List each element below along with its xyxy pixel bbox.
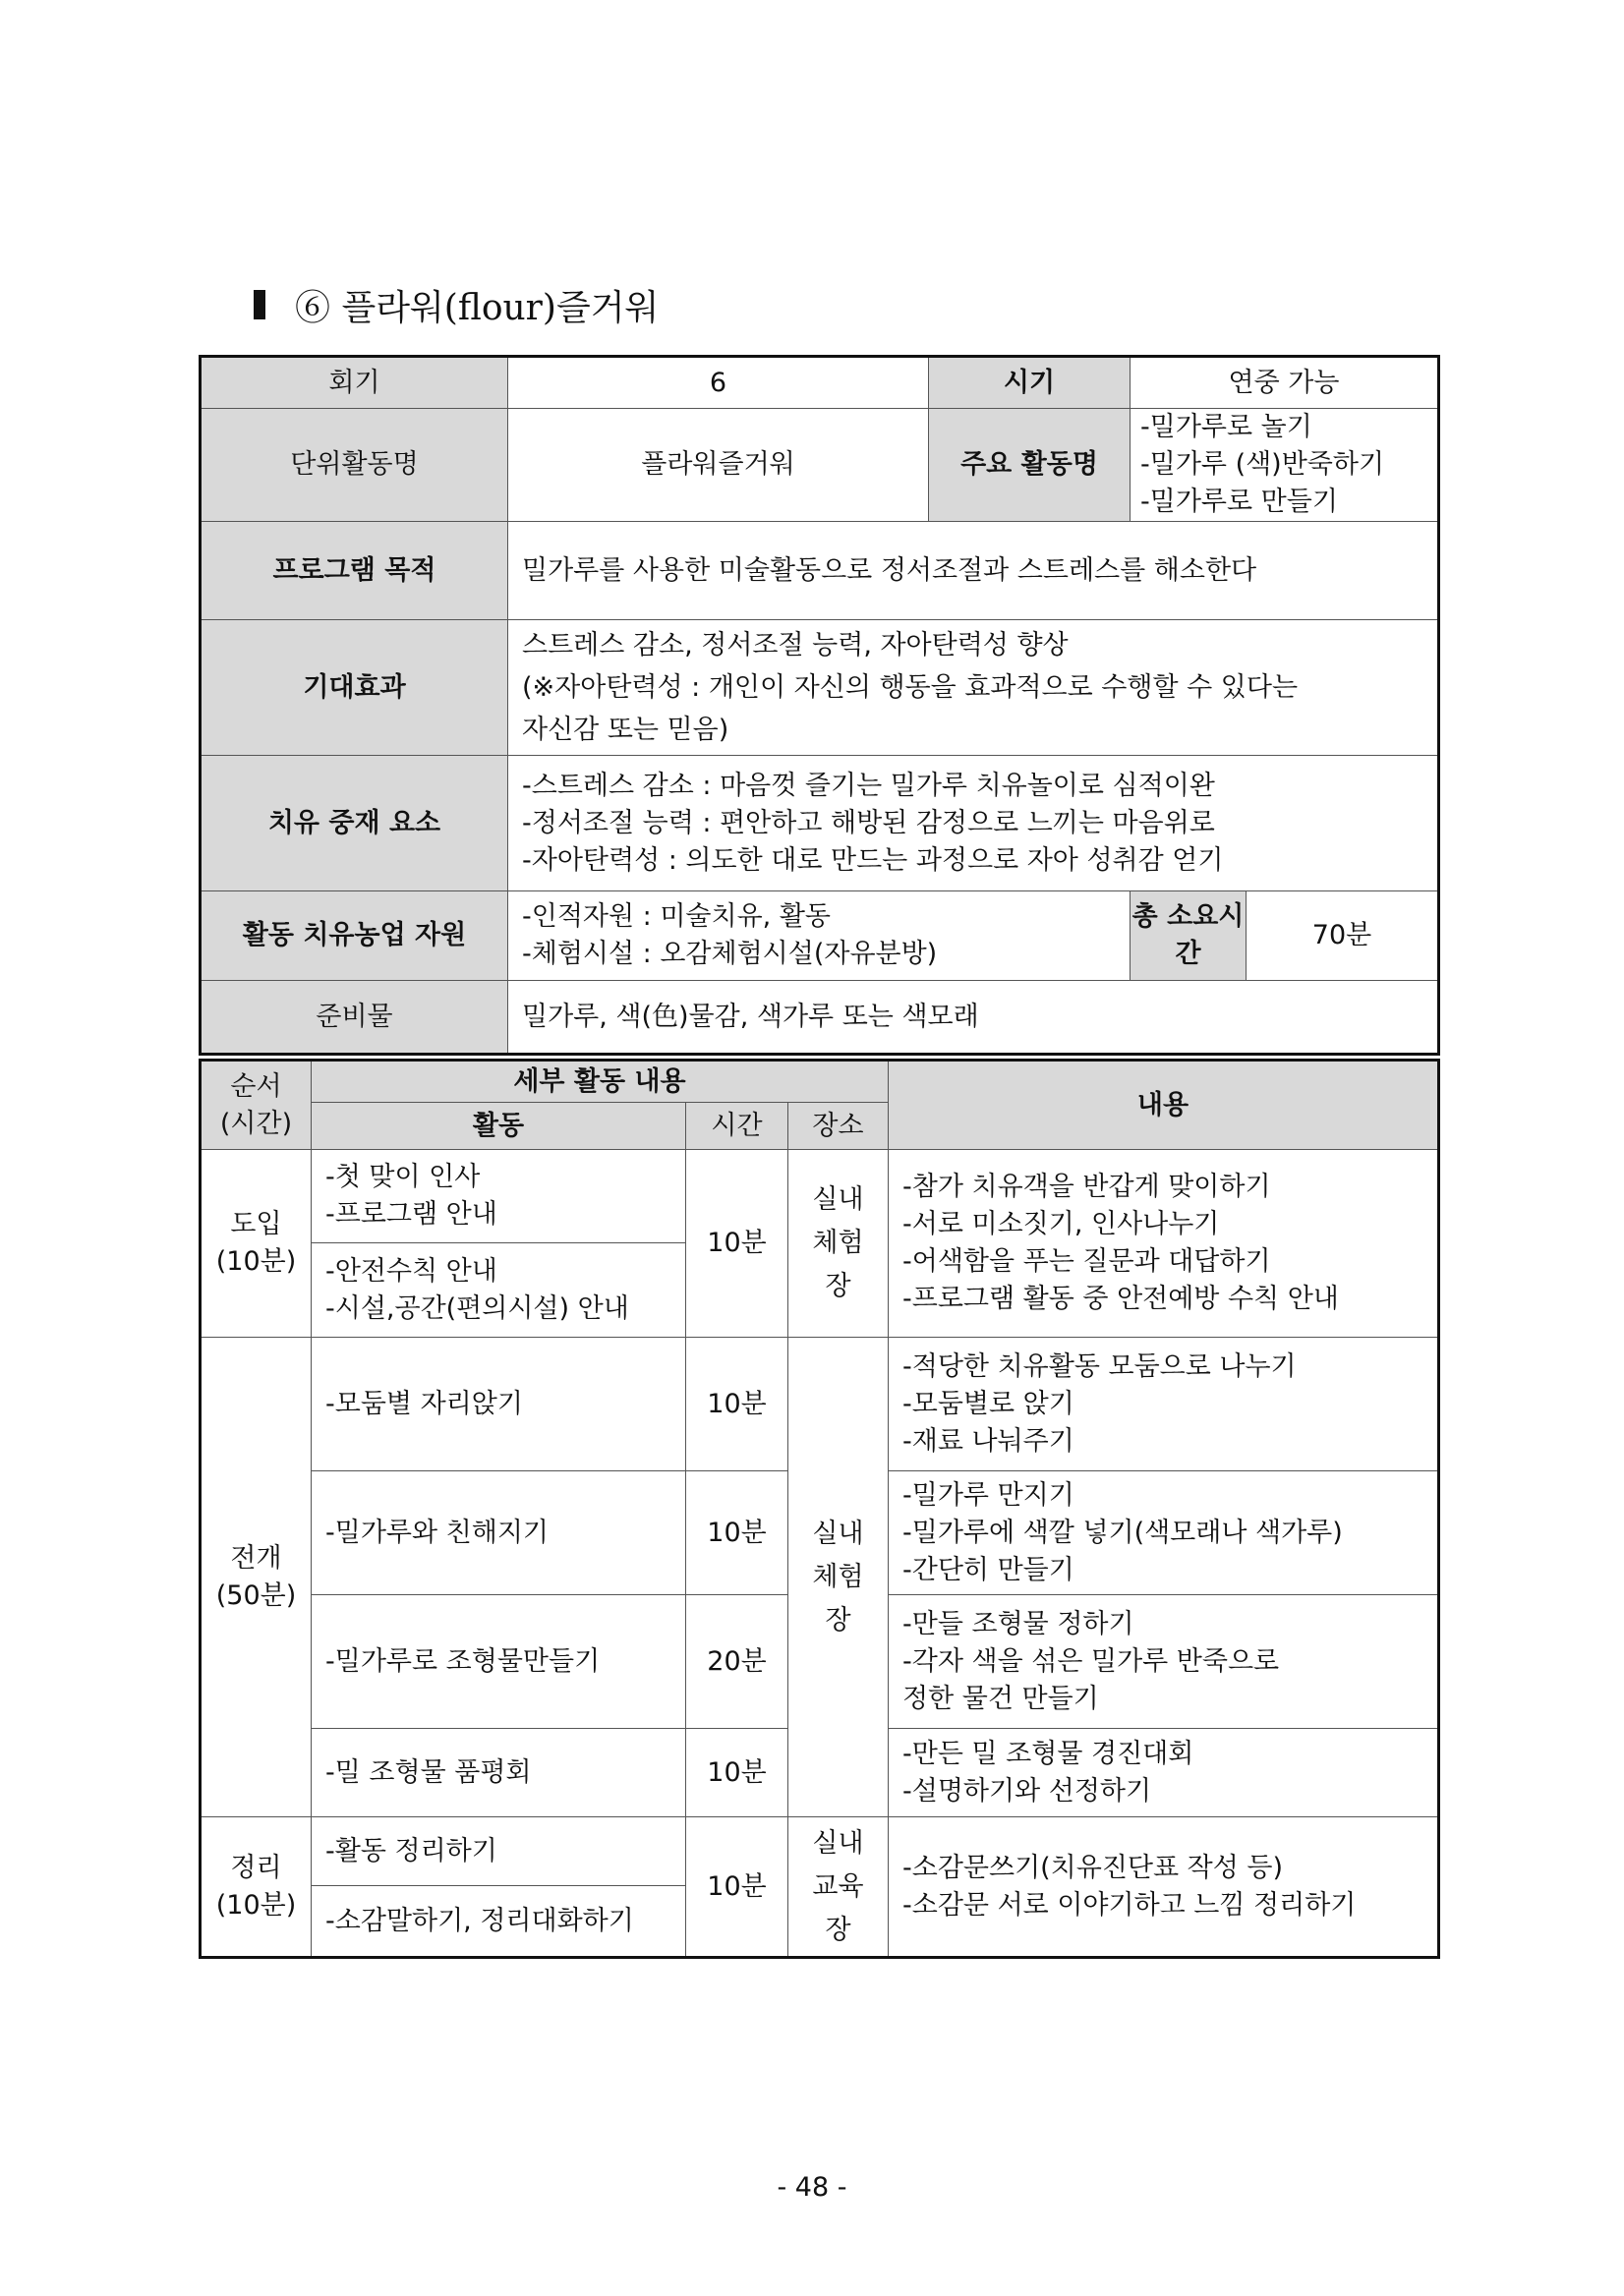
main-activity-2: -밀가루와 친해지기 — [312, 1471, 686, 1595]
period-label: 시기 — [929, 357, 1131, 409]
section-title: ⑥ 플라워(flour)즐거워 — [295, 287, 660, 328]
wrap-content: -소감문쓰기(치유진단표 작성 등) -소감문 서로 이야기하고 느낌 정리하기 — [889, 1817, 1439, 1958]
detail-header: 세부 활동 내용 — [312, 1061, 889, 1103]
resource-label: 활동 치유농업 자원 — [201, 891, 508, 981]
main-place: 실내 체험 장 — [788, 1338, 889, 1817]
expected-effect-value: 스트레스 감소, 정서조절 능력, 자아탄력성 향상 (※자아탄력성 : 개인이 자신의 행동을 효과적으로 수행할 수 있다는 자신감 또는 믿음) — [508, 620, 1439, 756]
main-time-3: 20분 — [686, 1595, 788, 1729]
intro-content: -참가 치유객을 반갑게 맞이하기 -서로 미소짓기, 인사나누기 -어색함을 푸는 질문과 대답하기 -프로그램 활동 중 안전예방 수칙 안내 — [889, 1150, 1439, 1338]
expected-effect-label: 기대효과 — [201, 620, 508, 756]
intro-activity-1: -첫 맞이 인사 -프로그램 안내 — [312, 1150, 686, 1243]
activity-header: 활동 — [312, 1103, 686, 1150]
wrap-place: 실내 교육 장 — [788, 1817, 889, 1958]
main-activity-4: -밀 조형물 품평회 — [312, 1729, 686, 1817]
main-content-2: -밀가루 만지기 -밀가루에 색깔 넣기(색모래나 색가루) -간단히 만들기 — [889, 1471, 1439, 1595]
period-value: 연중 가능 — [1131, 357, 1439, 409]
purpose-label: 프로그램 목적 — [201, 522, 508, 620]
content-header: 내용 — [889, 1061, 1439, 1150]
main-activity-value: -밀가루로 놀기 -밀가루 (색)반죽하기 -밀가루로 만들기 — [1131, 409, 1439, 522]
page-number: - 48 - — [777, 2172, 847, 2203]
main-time-4: 10분 — [686, 1729, 788, 1817]
wrap-activity-1: -활동 정리하기 — [312, 1817, 686, 1886]
main-content-3: -만들 조형물 정하기 -각자 색을 섞은 밀가루 반죽으로 정한 물건 만들기 — [889, 1595, 1439, 1729]
intro-place: 실내 체험 장 — [788, 1150, 889, 1338]
section-heading — [254, 277, 659, 332]
wrap-time: 10분 — [686, 1817, 788, 1958]
wrap-activity-2: -소감말하기, 정리대화하기 — [312, 1886, 686, 1958]
resource-value: -인적자원 : 미술치유, 활동 -체험시설 : 오감체험시설(자유분방) — [508, 891, 1131, 981]
main-activity-label: 주요 활동명 — [929, 409, 1131, 522]
bullet-marker-icon — [254, 290, 265, 319]
total-time-value: 70분 — [1247, 891, 1439, 981]
intro-stage: 도입 (10분) — [201, 1150, 312, 1338]
unit-activity-label: 단위활동명 — [201, 409, 508, 522]
program-info-table — [199, 355, 1440, 1056]
session-value: 6 — [508, 357, 929, 409]
main-stage: 전개 (50분) — [201, 1338, 312, 1817]
intro-activity-2: -안전수칙 안내 -시설,공간(편의시설) 안내 — [312, 1243, 686, 1338]
wrap-stage: 정리 (10분) — [201, 1817, 312, 1958]
time-header: 시간 — [686, 1103, 788, 1150]
main-activity-3: -밀가루로 조형물만들기 — [312, 1595, 686, 1729]
main-content-1: -적당한 치유활동 모둠으로 나누기 -모둠별로 앉기 -재료 나눠주기 — [889, 1338, 1439, 1471]
main-content-4: -만든 밀 조형물 경진대회 -설명하기와 선정하기 — [889, 1729, 1439, 1817]
healing-factor-label: 치유 중재 요소 — [201, 756, 508, 891]
healing-factor-value: -스트레스 감소 : 마음껏 즐기는 밀가루 치유놀이로 심적이완 -정서조절 능력 : 편안하고 해방된 감정으로 느끼는 마음위로 -자아탄력성 : 의도한 대로 만드는 과정으로 자아 성취감 얻기 — [508, 756, 1439, 891]
materials-label: 준비물 — [201, 981, 508, 1055]
main-time-2: 10분 — [686, 1471, 788, 1595]
place-header: 장소 — [788, 1103, 889, 1150]
unit-activity-value: 플라워즐거워 — [508, 409, 929, 522]
total-time-label: 총 소요시간 — [1131, 891, 1247, 981]
session-label: 회기 — [201, 357, 508, 409]
order-header: 순서 (시간) — [201, 1061, 312, 1150]
purpose-value: 밀가루를 사용한 미술활동으로 정서조절과 스트레스를 해소한다 — [508, 522, 1439, 620]
main-time-1: 10분 — [686, 1338, 788, 1471]
main-activity-1: -모둠별 자리앉기 — [312, 1338, 686, 1471]
activity-schedule-table — [199, 1059, 1440, 1959]
intro-time: 10분 — [686, 1150, 788, 1338]
materials-value: 밀가루, 색(色)물감, 색가루 또는 색모래 — [508, 981, 1439, 1055]
